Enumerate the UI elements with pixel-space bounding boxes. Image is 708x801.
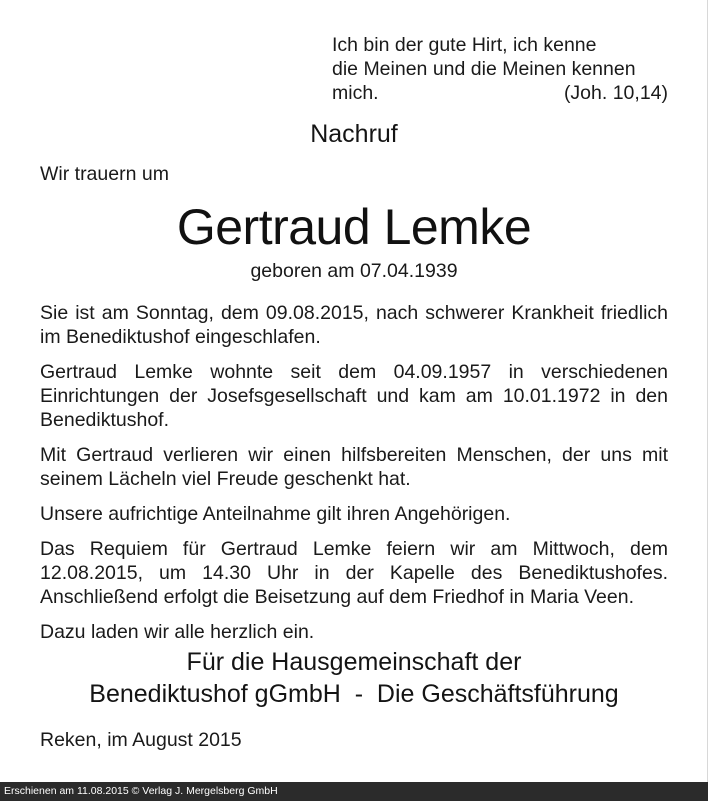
notice-heading: Nachruf (310, 120, 398, 148)
signature-line-1: Für die Hausgemeinschaft der (186, 648, 522, 676)
signature-block (0, 646, 708, 710)
signature-line-2: Benediktushof gGmbH - Die Geschäftsführung (89, 680, 619, 708)
paragraph-requiem: Das Requiem für Gertraud Lemke feiern wir am Mittwoch, dem 12.08.2015, um 14.30 Uhr in der Kapelle des Benediktushofes. Anschließend erfolgt die Beisetzung auf dem Friedhof in Maria Veen. (40, 538, 668, 608)
intro-text: Wir trauern um (40, 163, 169, 185)
paragraph-condolence: Unsere aufrichtige Anteilnahme gilt ihren Angehörigen. (40, 503, 511, 525)
notice-body (40, 301, 668, 644)
paragraph-residence: Gertraud Lemke wohnte seit dem 04.09.1957 in verschiedenen Einrichtungen der Josefsgesellschaft und kam am 10.01.1972 in den Benediktushof. (40, 361, 668, 431)
paragraph-invitation: Dazu laden wir alle herzlich ein. (40, 621, 315, 643)
paragraph-remembrance: Mit Gertraud verlieren wir einen hilfsbereiten Menschen, der uns mit seinem Lächeln viel Freude geschenkt hat. (40, 444, 668, 490)
deceased-name: Gertraud Lemke (176, 199, 532, 255)
verse-line-3: mich. (332, 82, 379, 104)
publication-footer: Erschienen am 11.08.2015 © Verlag J. Mergelsberg GmbH (0, 782, 708, 801)
verse-line-1: Ich bin der gute Hirt, ich kenne (332, 34, 597, 56)
bible-verse (332, 33, 668, 105)
paragraph-death-announcement: Sie ist am Sonntag, dem 09.08.2015, nach schwerer Krankheit friedlich im Benediktushof eingeschlafen. (40, 302, 668, 348)
place-and-date: Reken, im August 2015 (40, 729, 242, 751)
birth-date-line: geboren am 07.04.1939 (250, 260, 458, 282)
verse-reference: (Joh. 10,14) (563, 82, 668, 104)
verse-line-2: die Meinen und die Meinen kennen (332, 58, 636, 80)
